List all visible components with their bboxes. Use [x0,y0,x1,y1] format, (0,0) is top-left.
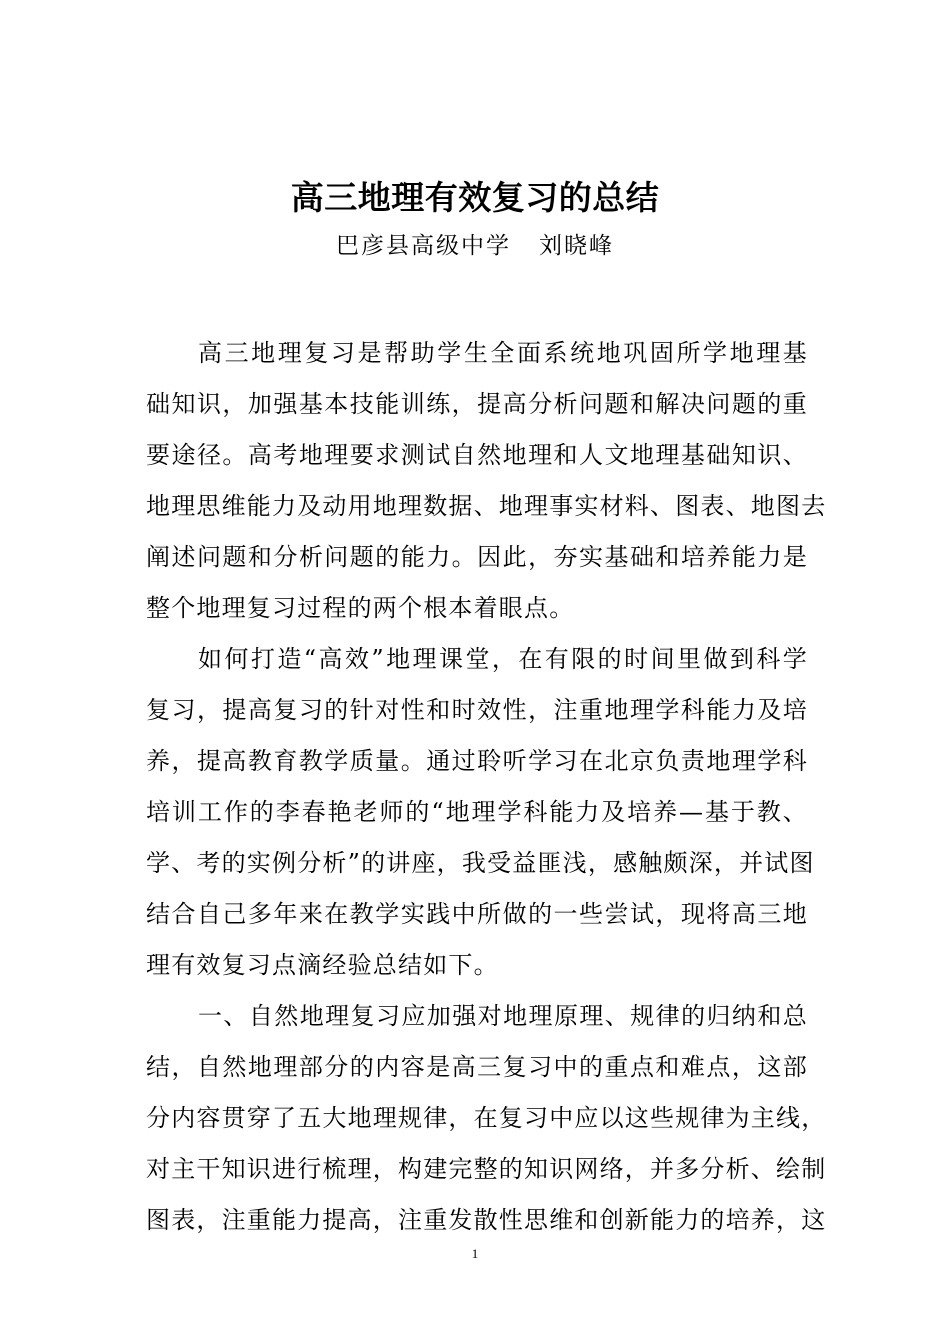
document-body [146,328,827,1246]
body-line: 结，自然地理部分的内容是高三复习中的重点和难点，这部 [146,1053,808,1081]
body-line: 结合自己多年来在教学实践中所做的一些尝试，现将高三地 [146,900,808,928]
body-line: 阐述问题和分析问题的能力。因此，夯实基础和培养能力是 [146,543,808,571]
document-title: 高三地理有效复习的总结 [290,178,660,217]
body-line: 分内容贯穿了五大地理规律，在复习中应以这些规律为主线， [146,1104,827,1132]
body-line: 复习，提高复习的针对性和时效性，注重地理学科能力及培 [146,696,808,724]
body-line: 理有效复习点滴经验总结如下。 [146,951,499,979]
body-line: 一、自然地理复习应加强对地理原理、规律的归纳和总 [198,1002,808,1030]
body-line: 养，提高教育教学质量。通过聆听学习在北京负责地理学科 [146,747,808,775]
body-line: 图表，注重能力提高，注重发散性思维和创新能力的培养，这 [146,1206,827,1234]
page-number: 1 [471,1246,479,1261]
body-line: 整个地理复习过程的两个根本着眼点。 [146,594,575,622]
body-line: 高三地理复习是帮助学生全面系统地巩固所学地理基 [198,339,808,367]
body-line: 对主干知识进行梳理，构建完整的知识网络，并多分析、绘制 [146,1155,827,1183]
body-line: 培训工作的李春艳老师的“地理学科能力及培养—基于教、 [146,798,808,826]
body-line: 如何打造“高效”地理课堂，在有限的时间里做到科学 [198,645,808,673]
body-line: 地理思维能力及动用地理数据、地理事实材料、图表、地图去 [146,492,827,520]
body-line: 础知识，加强基本技能训练，提高分析问题和解决问题的重 [146,390,808,418]
body-line: 要途径。高考地理要求测试自然地理和人文地理基础知识、 [146,441,808,469]
author-byline: 巴彦县高级中学 刘晓峰 [336,233,614,259]
body-line: 学、考的实例分析”的讲座，我受益匪浅，感触颇深，并试图 [146,849,815,877]
